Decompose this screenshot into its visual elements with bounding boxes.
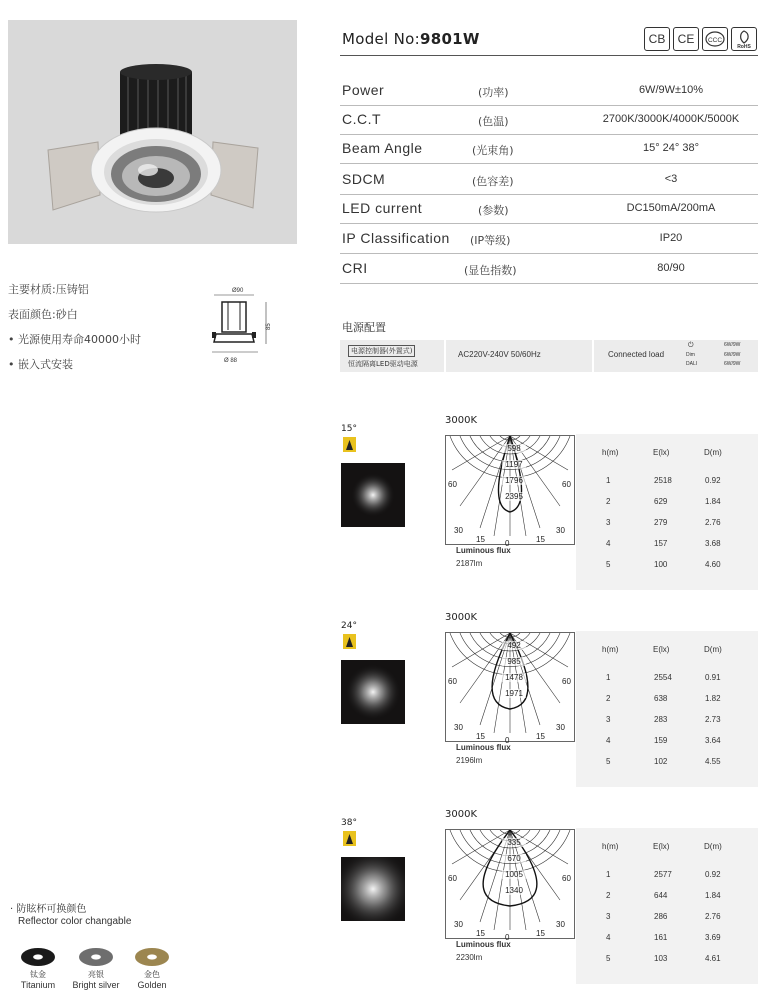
dim-height-label: 85 (266, 323, 272, 330)
table-cell-d: 3.64 (705, 736, 721, 745)
beam-angle-label: 38° (341, 818, 357, 828)
rohs-cert-text: RoHS (737, 44, 751, 49)
beam-cct-label: 3000K (445, 612, 478, 623)
input-cell (446, 340, 592, 372)
flux-value: 2196lm (456, 756, 483, 765)
table-header-e: E(lx) (653, 645, 670, 654)
table-cell-e: 2577 (654, 870, 672, 879)
mode-dali-value: 6W/9W (724, 361, 741, 367)
table-cell-d: 3.69 (705, 933, 721, 942)
polar-angle-label: 15 (476, 732, 485, 741)
beam-light-swatch (341, 660, 405, 724)
power-symbol-icon: ⏻ (688, 341, 694, 349)
polar-angle-label: 15 (536, 732, 545, 741)
polar-value-label: 598 (502, 444, 526, 453)
spec-cn: (显色指数) (464, 264, 517, 277)
feature-install: • 嵌入式安装 (8, 358, 73, 371)
header-divider (340, 55, 758, 56)
cb-cert-icon: CB (644, 27, 670, 51)
spec-cn: (光束角) (472, 144, 514, 157)
table-cell-d: 4.55 (705, 757, 721, 766)
reflector-option-silver (68, 948, 124, 990)
polar-angle-label: 0 (505, 736, 510, 745)
polar-value-label: 1971 (502, 689, 526, 698)
beam-warning-icon (343, 437, 356, 451)
reflector-option-titanium (12, 948, 64, 990)
table-cell-d: 1.84 (705, 497, 721, 506)
dim-top-label: Ø90 (232, 288, 244, 294)
polar-angle-label: 60 (562, 874, 571, 883)
ccc-cert-icon (702, 27, 728, 51)
beam-section-15 (340, 415, 760, 585)
polar-angle-label: 30 (556, 920, 565, 929)
spec-value: IP20 (659, 232, 683, 244)
table-cell-e: 279 (654, 518, 668, 527)
table-cell-d: 4.60 (705, 560, 721, 569)
spec-cn: (参数) (478, 204, 509, 217)
beam-section-24 (340, 612, 760, 782)
feature-lifetime: • 光源使用寿命40000小时 (8, 333, 141, 346)
beam-section-38 (340, 809, 760, 979)
table-cell-e: 100 (654, 560, 668, 569)
dimension-drawing (208, 282, 280, 366)
spec-cn: (IP等级) (470, 234, 511, 247)
model-label: Model No: (342, 30, 420, 48)
table-cell-h: 5 (606, 757, 611, 766)
table-cell-e: 161 (654, 933, 668, 942)
table-cell-h: 1 (606, 673, 611, 682)
table-cell-e: 102 (654, 757, 668, 766)
spec-row-power (340, 76, 758, 106)
table-cell-h: 2 (606, 694, 611, 703)
spec-name: SDCM (342, 171, 386, 187)
feature-color: 表面颜色:砂白 (8, 308, 78, 321)
table-cell-e: 103 (654, 954, 668, 963)
driver-label: 电源控制器(外置式) (348, 345, 415, 357)
beam-warning-icon (343, 831, 356, 845)
polar-angle-label: 30 (454, 526, 463, 535)
polar-angle-label: 60 (562, 677, 571, 686)
polar-value-label: 1796 (502, 476, 526, 485)
table-cell-d: 1.82 (705, 694, 721, 703)
table-cell-h: 4 (606, 539, 611, 548)
table-cell-e: 157 (654, 539, 668, 548)
table-cell-d: 0.92 (705, 870, 721, 879)
model-number (342, 30, 480, 48)
polar-value-label: 1005 (502, 870, 526, 879)
table-header-e: E(lx) (653, 842, 670, 851)
beam-angle-label: 15° (341, 424, 357, 434)
table-cell-h: 1 (606, 476, 611, 485)
spec-name: CRI (342, 260, 368, 276)
table-cell-e: 2554 (654, 673, 672, 682)
table-header-d: D(m) (704, 645, 722, 654)
reflector-en-label: Bright silver (72, 980, 120, 990)
spec-name: IP Classification (342, 230, 450, 246)
spec-value: 15° 24° 38° (642, 142, 699, 154)
power-config-title: 电源配置 (342, 321, 386, 334)
spec-value: DC150mA/200mA (626, 202, 716, 214)
table-cell-d: 1.84 (705, 891, 721, 900)
spec-row-led-current (340, 194, 758, 224)
mode-dali-label: DALI (686, 361, 698, 367)
polar-angle-label: 60 (448, 677, 457, 686)
mode-header-value: 6W/9W (724, 342, 741, 348)
feature-material: 主要材质:压铸铝 (8, 283, 89, 296)
flux-label: Luminous flux (456, 940, 511, 949)
reflector-swatch (79, 948, 113, 966)
polar-value-label: 670 (502, 854, 526, 863)
polar-angle-label: 0 (505, 933, 510, 942)
load-cell (594, 340, 758, 372)
reflector-subtitle: Reflector color changable (18, 916, 132, 927)
polar-angle-label: 0 (505, 539, 510, 548)
driver-sub-label: 恒流隔离LED驱动电源 (348, 360, 418, 368)
table-header-e: E(lx) (653, 448, 670, 457)
table-cell-h: 5 (606, 560, 611, 569)
reflector-option-golden (126, 948, 178, 990)
spec-value: 80/90 (657, 262, 685, 274)
beam-angle-label: 24° (341, 621, 357, 631)
flux-value: 2230lm (456, 953, 483, 962)
table-cell-d: 2.73 (705, 715, 721, 724)
spec-cn: (色温) (478, 115, 509, 128)
polar-value-label: 335 (502, 838, 526, 847)
beam-cct-label: 3000K (445, 415, 478, 426)
spec-row-sdcm (340, 165, 758, 195)
connected-load-label: Connected load (608, 350, 665, 359)
power-config-row (340, 340, 758, 372)
spec-row-ip (340, 224, 758, 254)
model-value: 9801W (419, 30, 480, 48)
polar-angle-label: 30 (556, 526, 565, 535)
reflector-title: · 防眩杯可换颜色 (10, 904, 87, 915)
table-cell-e: 2518 (654, 476, 672, 485)
table-cell-h: 1 (606, 870, 611, 879)
spec-value: 6W/9W±10% (638, 84, 704, 96)
reflector-swatch (21, 948, 55, 966)
dim-bottom-label: Ø 88 (224, 358, 238, 364)
flux-value: 2187lm (456, 559, 483, 568)
spec-value: <3 (664, 173, 678, 185)
driver-cell (340, 340, 444, 372)
flux-label: Luminous flux (456, 743, 511, 752)
table-cell-h: 2 (606, 497, 611, 506)
polar-angle-label: 30 (556, 723, 565, 732)
table-cell-e: 286 (654, 912, 668, 921)
table-cell-h: 3 (606, 518, 611, 527)
polar-value-label: 492 (502, 641, 526, 650)
input-voltage: AC220V-240V 50/60Hz (458, 350, 541, 359)
beam-warning-icon (343, 634, 356, 648)
table-header-h: h(m) (602, 645, 619, 654)
polar-angle-label: 30 (454, 920, 463, 929)
certification-badges (644, 27, 757, 51)
reflector-swatch (135, 948, 169, 966)
spec-name: C.C.T (342, 111, 382, 127)
table-cell-h: 4 (606, 933, 611, 942)
table-header-d: D(m) (704, 448, 722, 457)
table-cell-d: 3.68 (705, 539, 721, 548)
spec-cn: (色容差) (472, 175, 514, 188)
spec-name: LED current (342, 200, 423, 216)
ccc-cert-text: CCC (707, 37, 723, 44)
table-cell-d: 0.92 (705, 476, 721, 485)
polar-value-label: 2395 (502, 492, 526, 501)
table-cell-e: 644 (654, 891, 668, 900)
reflector-cn-label: 亮银 (88, 970, 104, 979)
spec-name: Power (342, 82, 385, 98)
spec-cn: (功率) (478, 86, 509, 99)
table-cell-d: 2.76 (705, 912, 721, 921)
spec-row-cct (340, 105, 758, 135)
polar-diagram (445, 632, 575, 745)
beam-light-swatch (341, 857, 405, 921)
table-header-h: h(m) (602, 448, 619, 457)
product-photo (8, 20, 297, 244)
polar-value-label: 1197 (502, 460, 526, 469)
beam-light-swatch (341, 463, 405, 527)
polar-angle-label: 30 (454, 723, 463, 732)
beam-cct-label: 3000K (445, 809, 478, 820)
polar-value-label: 1340 (502, 886, 526, 895)
flux-label: Luminous flux (456, 546, 511, 555)
table-cell-e: 159 (654, 736, 668, 745)
table-cell-h: 3 (606, 715, 611, 724)
table-cell-d: 0.91 (705, 673, 721, 682)
spec-name: Beam Angle (342, 140, 423, 156)
spec-row-beam-angle (340, 134, 758, 164)
table-cell-e: 283 (654, 715, 668, 724)
table-cell-e: 629 (654, 497, 668, 506)
table-header-d: D(m) (704, 842, 722, 851)
table-cell-h: 4 (606, 736, 611, 745)
polar-angle-label: 15 (536, 929, 545, 938)
polar-angle-label: 60 (562, 480, 571, 489)
table-header-h: h(m) (602, 842, 619, 851)
mode-dim-value: 6W/9W (724, 352, 741, 358)
polar-angle-label: 15 (536, 535, 545, 544)
reflector-en-label: Golden (137, 980, 167, 990)
polar-angle-label: 15 (476, 929, 485, 938)
reflector-cn-label: 金色 (144, 970, 160, 979)
table-cell-h: 2 (606, 891, 611, 900)
table-cell-h: 3 (606, 912, 611, 921)
mode-dim-label: Dim (686, 352, 695, 358)
reflector-cn-label: 钛金 (30, 970, 46, 979)
polar-diagram (445, 435, 575, 548)
table-cell-e: 638 (654, 694, 668, 703)
polar-angle-label: 60 (448, 480, 457, 489)
rohs-cert-icon (731, 27, 757, 51)
polar-value-label: 1478 (502, 673, 526, 682)
polar-angle-label: 15 (476, 535, 485, 544)
table-cell-h: 5 (606, 954, 611, 963)
spec-row-cri (340, 254, 758, 284)
table-cell-d: 2.76 (705, 518, 721, 527)
polar-angle-label: 60 (448, 874, 457, 883)
polar-diagram (445, 829, 575, 942)
polar-value-label: 985 (502, 657, 526, 666)
reflector-en-label: Titanium (20, 980, 56, 990)
table-cell-d: 4.61 (705, 954, 721, 963)
ce-cert-icon: CE (673, 27, 699, 51)
spec-value: 2700K/3000K/4000K/5000K (602, 113, 740, 125)
